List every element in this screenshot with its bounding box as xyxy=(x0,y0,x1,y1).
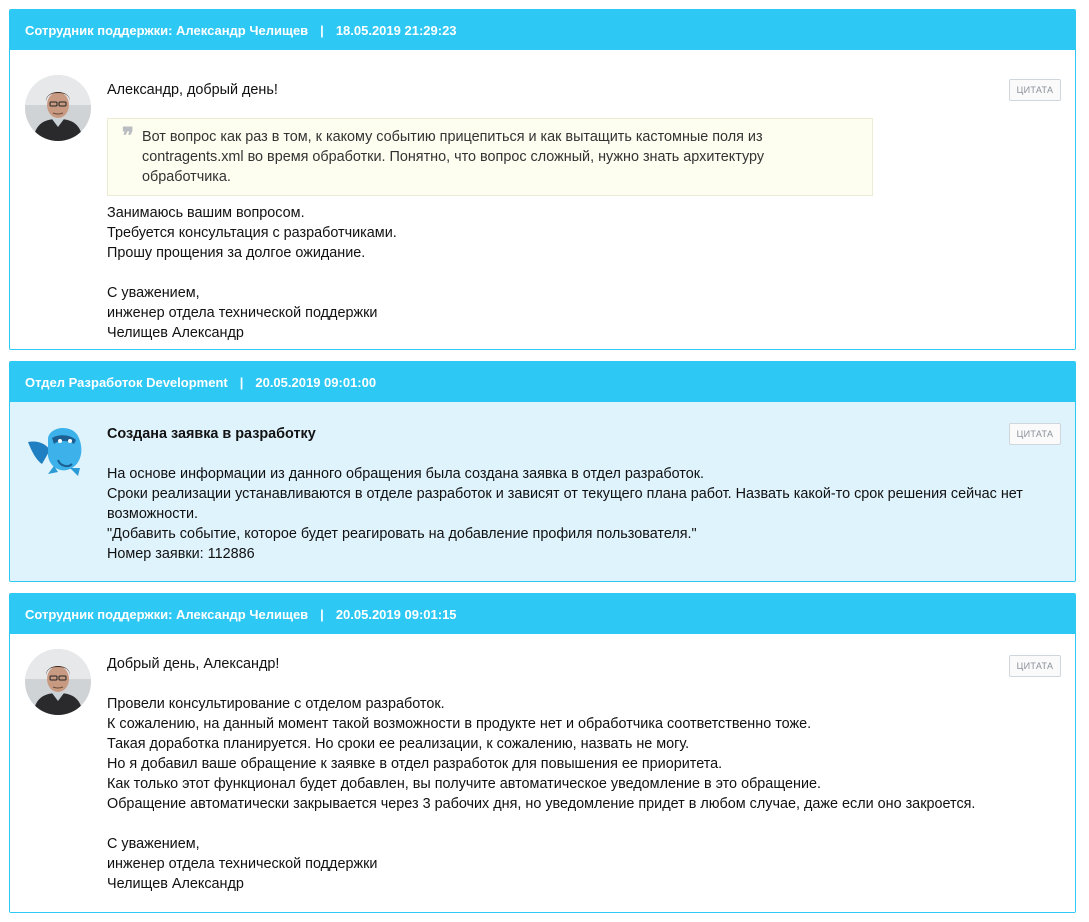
signature-line: инженер отдела технической поддержки xyxy=(107,305,378,321)
greeting: Добрый день, Александр! xyxy=(107,656,280,672)
message-content xyxy=(107,654,1055,894)
message-line: Но я добавил ваше обращение к заявке в отдел разработок для повышения ее приоритета. xyxy=(107,756,723,772)
message-body xyxy=(10,50,1075,349)
person-avatar-icon xyxy=(25,649,91,715)
message-header xyxy=(10,10,1075,50)
greeting: Александр, добрый день! xyxy=(107,82,278,98)
message-line: Занимаюсь вашим вопросом. xyxy=(107,205,305,221)
signature-line: Челищев Александр xyxy=(107,325,244,341)
message-line: Провели консультирование с отделом разработок. xyxy=(107,696,445,712)
message-header xyxy=(10,362,1075,402)
message-1 xyxy=(9,9,1076,350)
message-content xyxy=(107,80,875,343)
signature-line: Челищев Александр xyxy=(107,876,244,892)
message-content xyxy=(107,424,1055,564)
message-body xyxy=(10,634,1075,912)
quote-text: Вот вопрос как раз в том, к какому событию прицепиться и как вытащить кастомные поля из contragents.xml во время обработки. Понятно, что вопрос сложный, нужно знать архитектуру обработчика. xyxy=(142,129,765,185)
avatar xyxy=(25,75,91,141)
message-line: Сроки реализации устанавливаются в отделе разработок и зависят от текущего плана работ. Назвать какой-то срок решения сейчас нет возможности. xyxy=(107,486,1023,522)
message-author: Сотрудник поддержки: Александр Челищев xyxy=(25,22,309,38)
signature-line: инженер отдела технической поддержки xyxy=(107,856,378,872)
signature-line: С уважением, xyxy=(107,836,200,852)
message-line: Как только этот функционал будет добавлен, вы получите автоматическое уведомление в это обращение. xyxy=(107,776,821,792)
quote-block xyxy=(107,118,873,196)
message-line: Номер заявки: 112886 xyxy=(107,546,255,562)
message-line: Такая доработка планируется. Но сроки ее реализации, к сожалению, назвать не могу. xyxy=(107,736,690,752)
quote-button[interactable]: ЦИТАТА xyxy=(1009,655,1061,677)
message-line: Прошу прощения за долгое ожидание. xyxy=(107,245,366,261)
avatar xyxy=(25,649,91,715)
header-separator: | xyxy=(239,374,244,390)
message-header xyxy=(10,594,1075,634)
message-date: 20.05.2019 09:01:00 xyxy=(255,374,377,390)
message-author: Отдел Разработок Development xyxy=(25,374,228,390)
header-separator: | xyxy=(320,606,324,622)
message-body xyxy=(10,402,1075,581)
message-line: "Добавить событие, которое будет реагировать на добавление профиля пользователя." xyxy=(107,526,697,542)
message-date: 18.05.2019 21:29:23 xyxy=(335,22,457,38)
header-separator: | xyxy=(320,22,324,38)
message-date: 20.05.2019 09:01:15 xyxy=(335,606,457,622)
message-author: Сотрудник поддержки: Александр Челищев xyxy=(25,606,309,622)
quote-button[interactable]: ЦИТАТА xyxy=(1009,79,1061,101)
message-line: На основе информации из данного обращения была создана заявка в отдел разработок. xyxy=(107,466,704,482)
message-line: Обращение автоматически закрывается через 3 рабочих дня, но уведомление придет в любом случае, даже если оно закроется. xyxy=(107,796,976,812)
message-3 xyxy=(9,593,1076,913)
message-title: Создана заявка в разработку xyxy=(107,426,316,442)
message-line: К сожалению, на данный момент такой возможности в продукте нет и обработчика соответственно тоже. xyxy=(107,716,812,732)
person-avatar-icon xyxy=(25,75,91,141)
signature-line: С уважением, xyxy=(107,285,200,301)
message-2 xyxy=(9,361,1076,582)
quote-button[interactable]: ЦИТАТА xyxy=(1009,423,1061,445)
quote-icon: ❞ xyxy=(122,123,134,149)
message-line: Требуется консультация с разработчиками. xyxy=(107,225,397,241)
mascot-icon xyxy=(24,420,94,480)
